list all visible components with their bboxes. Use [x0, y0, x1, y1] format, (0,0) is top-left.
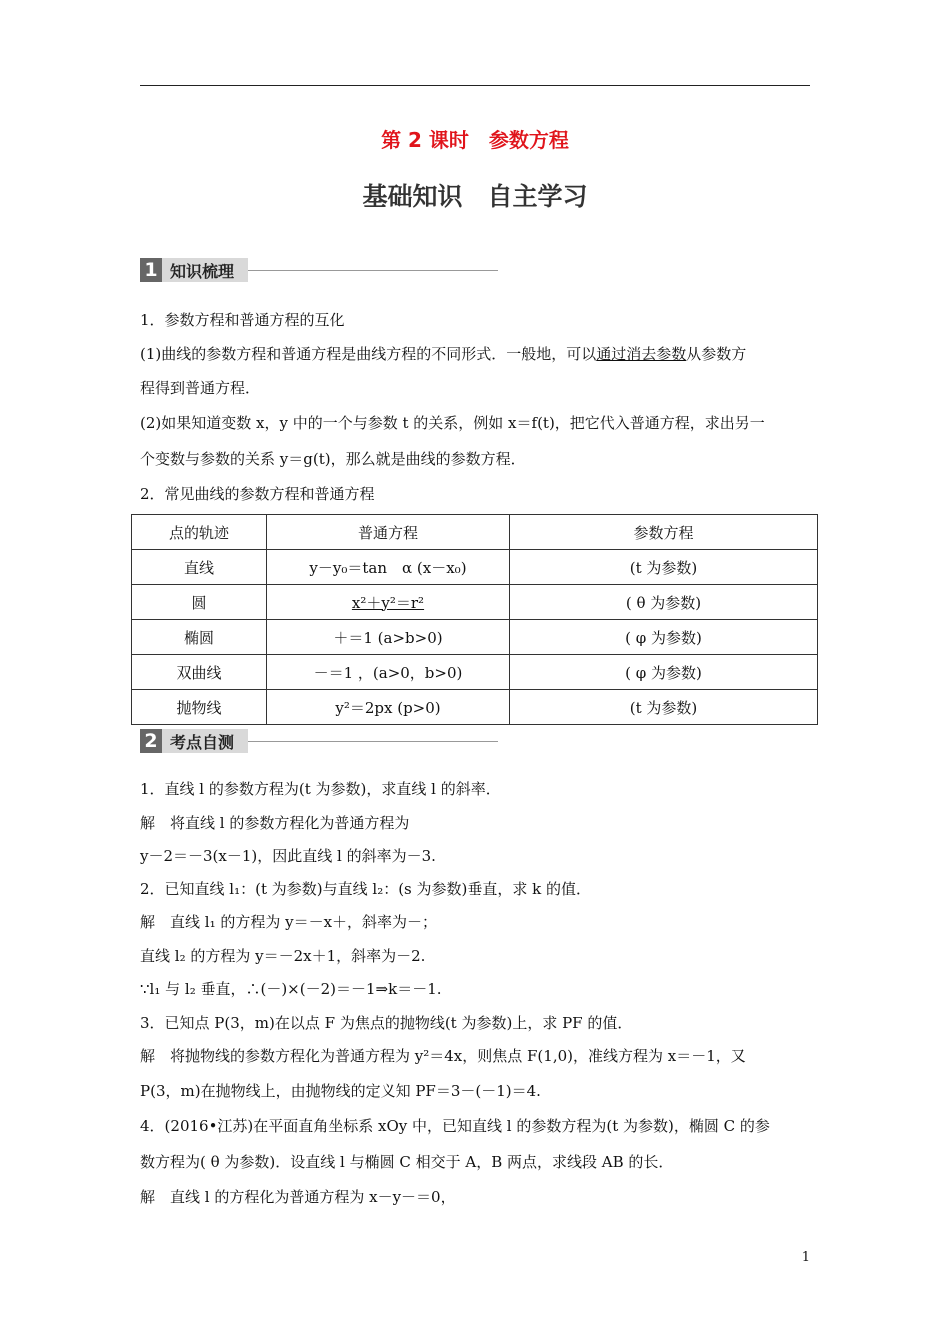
table-cell-general: －＝1 ，(a>0，b>0) — [267, 655, 510, 690]
section-label: 知识梳理 — [162, 258, 248, 282]
problem-line: 4．(2016•江苏)在平面直角坐标系 xOy 中，已知直线 l 的参数方程为(t 为参数)，椭圆 C 的参 — [140, 1117, 770, 1135]
table-cell-name: 椭圆 — [132, 620, 267, 655]
solution-line: 解 直线 l₁ 的方程为 y＝－x＋，斜率为－； — [140, 913, 438, 931]
table-cell-param: (t 为参数) — [510, 690, 818, 725]
section-header-knowledge — [140, 257, 498, 283]
table-cell-general — [267, 585, 510, 620]
underlined-answer: x²＋y²＝r² — [351, 593, 425, 612]
table-row — [132, 620, 818, 655]
lesson-title: 第 2 课时 参数方程 — [381, 128, 569, 152]
paragraph-2-line-2: 个变数与参数的关系 y＝g(t)，那么就是曲线的参数方程． — [140, 450, 526, 468]
table-cell-param: ( φ 为参数) — [510, 620, 818, 655]
header-rule — [140, 85, 810, 86]
table-row — [132, 585, 818, 620]
table-row — [132, 690, 818, 725]
table-cell-param: (t 为参数) — [510, 550, 818, 585]
problem-line: 数方程为( θ 为参数)．设直线 l 与椭圆 C 相交于 A，B 两点，求线段 AB 的长． — [140, 1153, 674, 1171]
solution-line: ∵l₁ 与 l₂ 垂直，∴(－)×(－2)＝－1⇒k＝－1. — [140, 980, 442, 998]
table-cell-general: y－y₀＝tan α (x－x₀) — [267, 550, 510, 585]
table-row — [132, 655, 818, 690]
table-header: 点的轨迹 — [132, 515, 267, 550]
curve-equation-table — [131, 514, 818, 725]
table-cell-general: ＋＝1 (a>b>0) — [267, 620, 510, 655]
table-cell-name: 双曲线 — [132, 655, 267, 690]
table-cell-param: ( φ 为参数) — [510, 655, 818, 690]
problem-line: 1．直线 l 的参数方程为(t 为参数)，求直线 l 的斜率． — [140, 780, 501, 798]
table-header: 普通方程 — [267, 515, 510, 550]
table-cell-general: y²＝2px (p>0) — [267, 690, 510, 725]
paragraph-2-line-1: (2)如果知道变数 x，y 中的一个与参数 t 的关系，例如 x＝f(t)，把它代入普通方程，求出另一 — [140, 414, 765, 432]
table-cell-name: 抛物线 — [132, 690, 267, 725]
section-number: 1 — [140, 258, 162, 282]
main-title: 基础知识 自主学习 — [362, 182, 588, 211]
paragraph-1-line-2: 程得到普通方程． — [140, 379, 261, 397]
table-header: 参数方程 — [510, 515, 818, 550]
table-header-row — [132, 515, 818, 550]
item-2-title: 2．常见曲线的参数方程和普通方程 — [140, 485, 375, 503]
table-cell-name: 圆 — [132, 585, 267, 620]
text: (1)曲线的参数方程和普通方程是曲线方程的不同形式．一般地，可以 — [140, 345, 597, 363]
paragraph-1-line-1 — [140, 344, 812, 364]
solution-line: y－2＝－3(x－1)，因此直线 l 的斜率为－3. — [140, 847, 436, 865]
section-label: 考点自测 — [162, 729, 248, 753]
table-cell-param: ( θ 为参数) — [510, 585, 818, 620]
underlined-answer: 通过消去参数 — [596, 345, 687, 363]
problem-line: 2．已知直线 l₁：(t 为参数)与直线 l₂：(s 为参数)垂直，求 k 的值． — [140, 880, 591, 898]
text: 从参数方 — [686, 345, 747, 363]
section-rule — [248, 270, 498, 271]
solution-line: P(3，m)在抛物线上，由抛物线的定义知 PF＝3－(－1)＝4. — [140, 1082, 541, 1100]
solution-line: 解 将抛物线的参数方程化为普通方程为 y²＝4x，则焦点 F(1,0)，准线方程为 x＝－1，又 — [140, 1047, 746, 1065]
item-1-title: 1．参数方程和普通方程的互化 — [140, 311, 345, 329]
solution-line: 直线 l₂ 的方程为 y＝－2x＋1，斜率为－2. — [140, 947, 426, 965]
section-rule — [248, 741, 498, 742]
section-header-self-test — [140, 728, 498, 754]
table-row — [132, 550, 818, 585]
table-cell-name: 直线 — [132, 550, 267, 585]
problem-line: 3．已知点 P(3，m)在以点 F 为焦点的抛物线(t 为参数)上，求 PF 的值． — [140, 1014, 633, 1032]
solution-line: 解 将直线 l 的参数方程化为普通方程为 — [140, 814, 410, 832]
page-number: 1 — [801, 1250, 810, 1265]
solution-line: 解 直线 l 的方程化为普通方程为 x－y－＝0， — [140, 1188, 456, 1206]
section-number: 2 — [140, 729, 162, 753]
